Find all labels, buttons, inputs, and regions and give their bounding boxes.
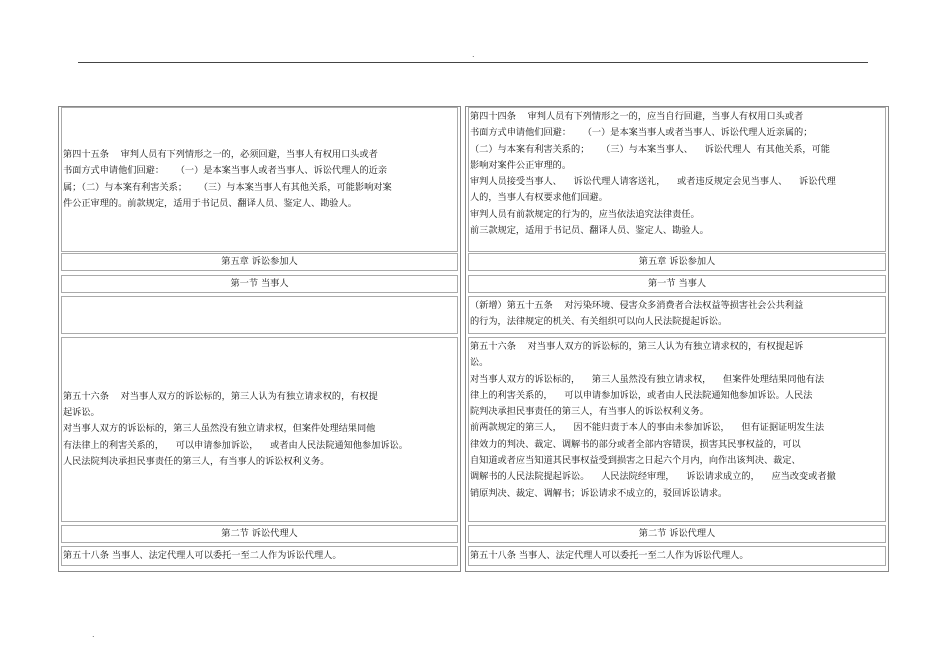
left-article-58: 第五十八条 当事人、法定代理人可以委托一至二人作为诉讼代理人。 xyxy=(61,546,458,566)
text-line: （二）与本案有利害关系的； （三）与本案当事人、 诉讼代理人 有其他关系，可能 xyxy=(470,143,830,155)
left-section-2-heading: 第二节 诉讼代理人 xyxy=(61,525,458,543)
right-article-58: 第五十八条 当事人、法定代理人可以委托一至二人作为诉讼代理人。 xyxy=(468,546,886,566)
text-line: 律效力的判决、裁定、调解书的部分或者全部内容错误，损害其民事权益的，可以 xyxy=(470,438,801,450)
right-chapter-5-heading: 第五章 诉讼参加人 xyxy=(468,253,886,271)
text-line: 院判决承担民事责任的第三人，有当事人的诉讼权利义务。 xyxy=(470,406,709,418)
text-line: 对当事人双方的诉讼标的， 第三人虽然没有独立请求权， 但案件处理结果同他有法 xyxy=(470,373,825,385)
left-empty-cell xyxy=(61,296,458,334)
text-line: 讼。 xyxy=(470,357,489,369)
right-section-2-heading: 第二节 诉讼代理人 xyxy=(468,525,886,543)
right-section-1-heading: 第一节 当事人 xyxy=(468,275,886,293)
text-line: 书面方式申请他们回避： （一）是本案当事人或者当事人、诉讼代理人近亲属的； xyxy=(470,127,813,139)
text-line: 人的，当事人有权要求他们回避。 xyxy=(470,192,608,204)
text-line: 前三款规定，适用于书记员、翻译人员、鉴定人、勘验人。 xyxy=(470,225,709,237)
header-rule xyxy=(78,62,868,63)
text-line: 有法律上的利害关系的， 可以申请参加诉讼， 或者由人民法院通知他参加诉讼。 xyxy=(63,439,408,451)
text-line: 审判人员有前款规定的行为的，应当依法追究法律责任。 xyxy=(470,208,700,220)
text-line: 的行为，法律规定的机关、有关组织可以向人民法院提起诉讼。 xyxy=(470,316,728,328)
text-line: 第四十四条 审判人员有下列情形之一的，应当自行回避，当事人有权用口头或者 xyxy=(470,111,804,122)
right-article-44 xyxy=(468,107,886,252)
text-line: 律上的利害关系的， 可以申请参加诉讼，或者由人民法院通知他参加诉讼。人民法 xyxy=(470,389,813,401)
text-line: （新增）第五十五条 对污染环境、侵害众多消费者合法权益等损害社会公共利益 xyxy=(470,300,804,311)
text-line: 前两款规定的第三人， 因不能归责于本人的事由未参加诉讼， 但有证据证明发生法 xyxy=(470,422,825,434)
left-section-1-heading: 第一节 当事人 xyxy=(61,275,458,293)
text-line: 第五十六条 对当事人双方的诉讼标的，第三人认为有独立请求权的，有权提 xyxy=(63,390,378,402)
text-line: 第五十六条 对当事人双方的诉讼标的，第三人认为有独立请求权的，有权提起诉 xyxy=(470,341,804,352)
text-line: 自知道或者应当知道其民事权益受到损害之日起六个月内，向作出该判决、裁定、 xyxy=(470,455,801,467)
footer-dot: . xyxy=(92,630,95,639)
text-line: 属；（二）与本案有利害关系； （三）与本案当事人有其他关系，可能影响对案 xyxy=(63,181,392,193)
text-line: 对当事人双方的诉讼标的，第三人虽然没有独立请求权，但案件处理结果同他 xyxy=(63,423,376,435)
text-line: 起诉讼。 xyxy=(63,407,100,419)
right-article-56 xyxy=(468,337,886,522)
text-line: 书面方式申请他们回避： （一）是本案当事人或者当事人、诉讼代理人的近亲 xyxy=(63,165,388,177)
text-line: 影响对案件公正审理的。 xyxy=(470,159,572,171)
text-line: 审判人员接受当事人、 诉讼代理人请客送礼， 或者违反规定会见当事人、 诉讼代理 xyxy=(470,176,836,188)
left-article-56 xyxy=(61,337,458,522)
text-line: 销原判决、裁定、调解书；诉讼请求不成立的，驳回诉讼请求。 xyxy=(470,487,728,499)
right-article-55 xyxy=(468,296,886,334)
text-line: 件公正审理的。前款规定，适用于书记员、翻译人员、鉴定人、勘验人。 xyxy=(63,197,357,209)
header-dot: . xyxy=(472,50,475,59)
text-line: 人民法院判决承担民事责任的第三人，有当事人的诉讼权利义务。 xyxy=(63,455,330,467)
left-column xyxy=(58,106,461,572)
left-chapter-5-heading: 第五章 诉讼参加人 xyxy=(61,253,458,271)
text-line: 第四十五条 审判人员有下列情形之一的，必须回避，当事人有权用口头或者 xyxy=(63,148,378,160)
left-article-45 xyxy=(61,107,458,252)
right-column xyxy=(465,106,889,572)
text-line: 调解书的人民法院提起诉讼。 人民法院经审理， 诉讼请求成立的， 应当改变或者撤 xyxy=(470,471,836,483)
